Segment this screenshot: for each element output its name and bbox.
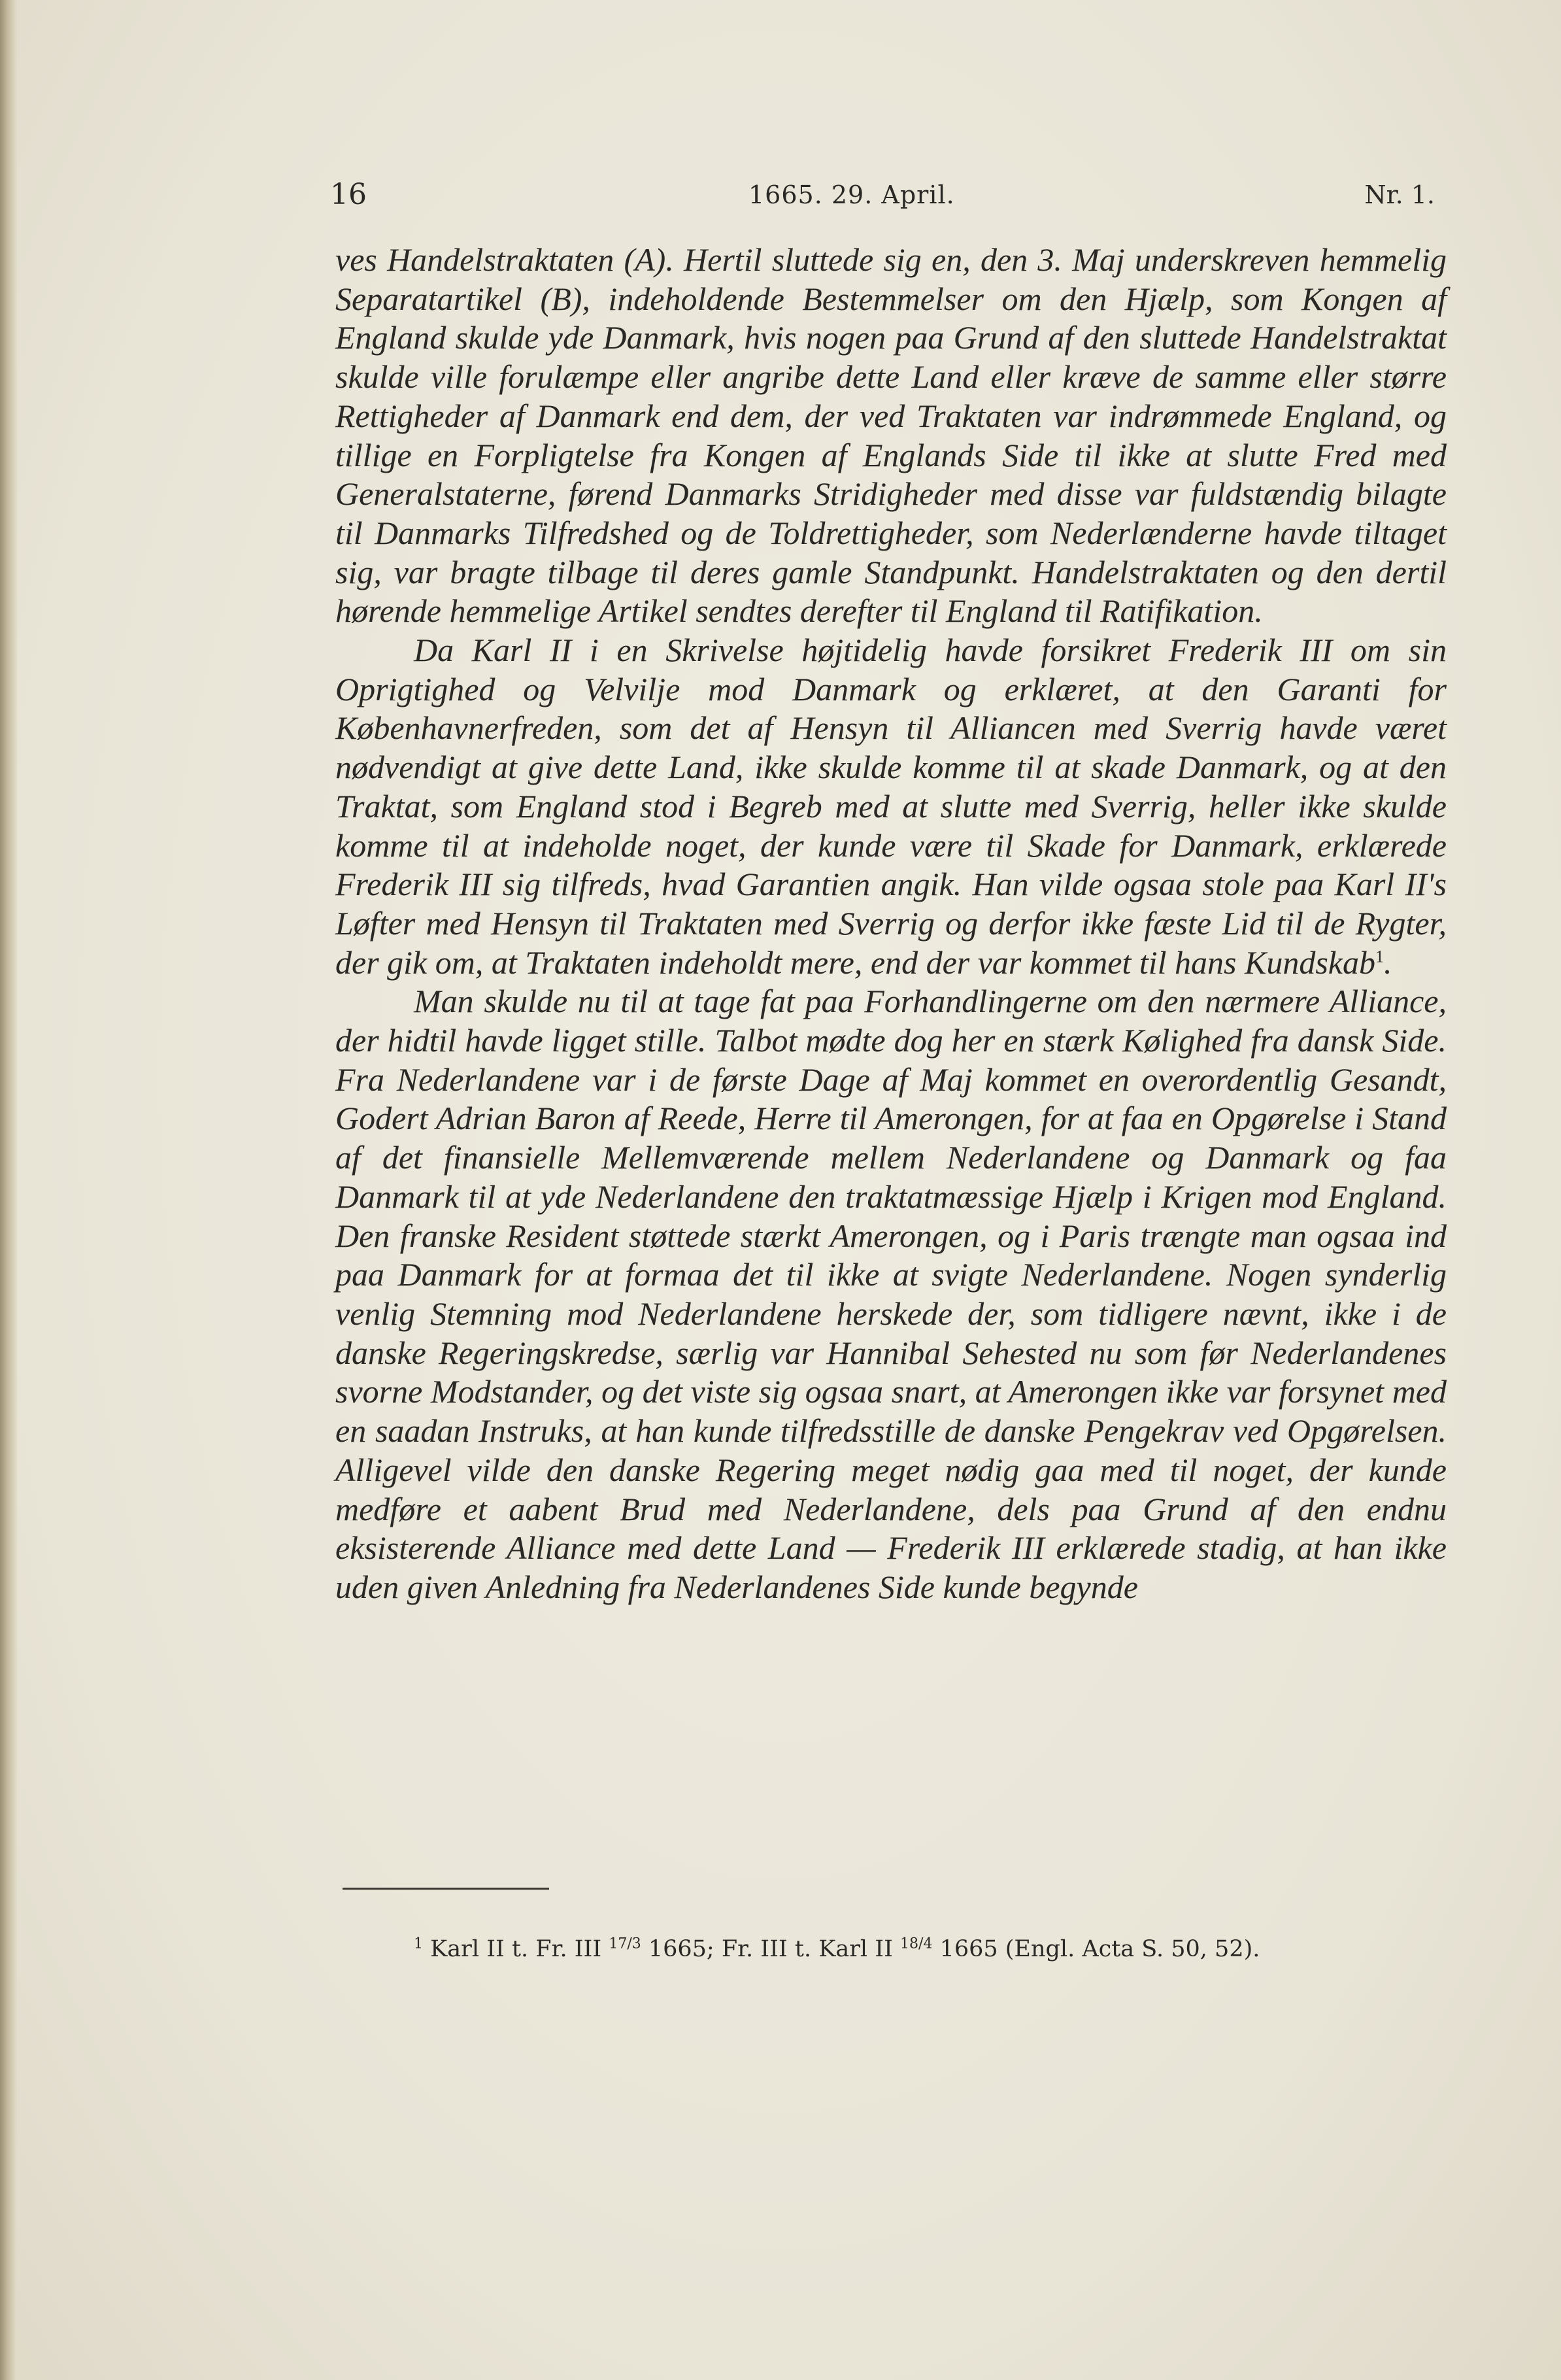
paragraph-3: Man skulde nu til at tage fat paa Forhandlingerne om den nærmere Alliance, der hidtil havde ligget stille. Talbot mødte dog her en stærk Kølighed fra dansk Side. Fra Nederlandene var i de første Dage af Maj kommet en overordentlig Gesandt, Godert Adrian Baron af Reede, Herre til Amerongen, for at faa en Opgørelse i Stand af det finansielle Mellemværende mellem Nederlandene og Danmark og faa Danmark til at yde Nederlandene den traktatmæssige Hjælp i Krigen mod England. Den franske Resident støttede stærkt Amerongen, og i Paris trængte man ogsaa ind paa Danmark for at formaa det til ikke at svigte Nederlandene. Nogen synderlig venlig Stemning mod Nederlandene herskede der, som tidligere nævnt, ikke i de danske Regeringskredse, særlig var Hannibal Sehested nu som før Nederlandenes svorne Modstander, og det viste sig ogsaa snart, at Amerongen ikke var forsynet med en saadan Instruks, at han kunde tilfredsstille de danske Pengekrav ved Opgørelsen. Alligevel vilde den danske Regering meget nødig gaa med til noget, der kunde medføre et aabent Brud med Nederlandene, dels paa Grund af den endnu eksisterende Alliance med dette Land — Frederik III erklærede stadig, at han ikke uden given Anledning fra Nederlandenes Side kunde begynde: [335, 983, 1447, 1605]
footnote: [335, 1928, 1447, 1971]
running-header: [330, 178, 1441, 224]
footnote-divider: [343, 1888, 549, 1890]
page-number: 16: [330, 178, 367, 211]
footnote-text-a: Karl II t. Fr. III: [430, 1936, 609, 1962]
document-number: Nr. 1.: [1364, 180, 1435, 209]
paragraph-2-text: Da Karl II i en Skrivelse højtidelig havde forsikret Frederik III om sin Oprigtighed og Velvilje mod Danmark og erklæret, at den Garanti for Københavnerfreden, som det af Hensyn til Alliancen med Sverrig havde været nødvendigt at give dette Land, ikke skulde komme til at skade Danmark, og at den Traktat, som England stod i Begreb med at slutte med Sverrig, heller ikke skulde komme til at indeholde noget, der kunde være til Skade for Danmark, erklærede Frederik III sig tilfreds, hvad Garantien angik. Han vilde ogsaa stole paa Karl II's Løfter med Hensyn til Traktaten med Sverrig og derfor ikke fæste Lid til de Rygter, der gik om, at Traktaten indeholdt mere, end der var kommet til hans Kundskab: [335, 632, 1447, 981]
book-spine-edge: [0, 0, 17, 2380]
footnote-text-c: 1665 (Engl. Acta S. 50, 52).: [932, 1936, 1260, 1962]
body-text: [335, 241, 1447, 1607]
footnote-reference: 1: [1375, 947, 1384, 966]
paragraph-1: ves Handelstraktaten (A). Hertil sluttede sig en, den 3. Maj underskreven hemmelig Separatartikel (B), indeholdende Bestemmelser om den Hjælp, som Kongen af England skulde yde Danmark, hvis nogen paa Grund af den sluttede Handelstraktat skulde ville forulæmpe eller angribe dette Land eller kræve de samme eller større Rettigheder af Danmark end dem, der ved Traktaten var indrømmede England, og tillige en Forpligtelse fra Kongen af Englands Side til ikke at slutte Fred med Generalstaterne, førend Danmarks Stridigheder med disse var fuldstændig bilagte til Danmarks Tilfredshed og de Toldrettigheder, som Nederlænderne havde tiltaget sig, var bragte tilbage til deres gamle Standpunkt. Handelstraktaten og den dertil hørende hemmelige Artikel sendtes derefter til England til Ratifikation.: [335, 241, 1447, 630]
footnote-date-b: 18/4: [900, 1935, 933, 1952]
footnote-text-b: 1665; Fr. III t. Karl II: [641, 1936, 901, 1962]
footnote-date-a: 17/3: [609, 1935, 641, 1952]
paragraph-2-end: .: [1384, 944, 1392, 981]
running-date: 1665. 29. April.: [748, 180, 955, 209]
paragraph-2: [335, 631, 1447, 982]
footnote-mark: 1: [414, 1935, 423, 1952]
